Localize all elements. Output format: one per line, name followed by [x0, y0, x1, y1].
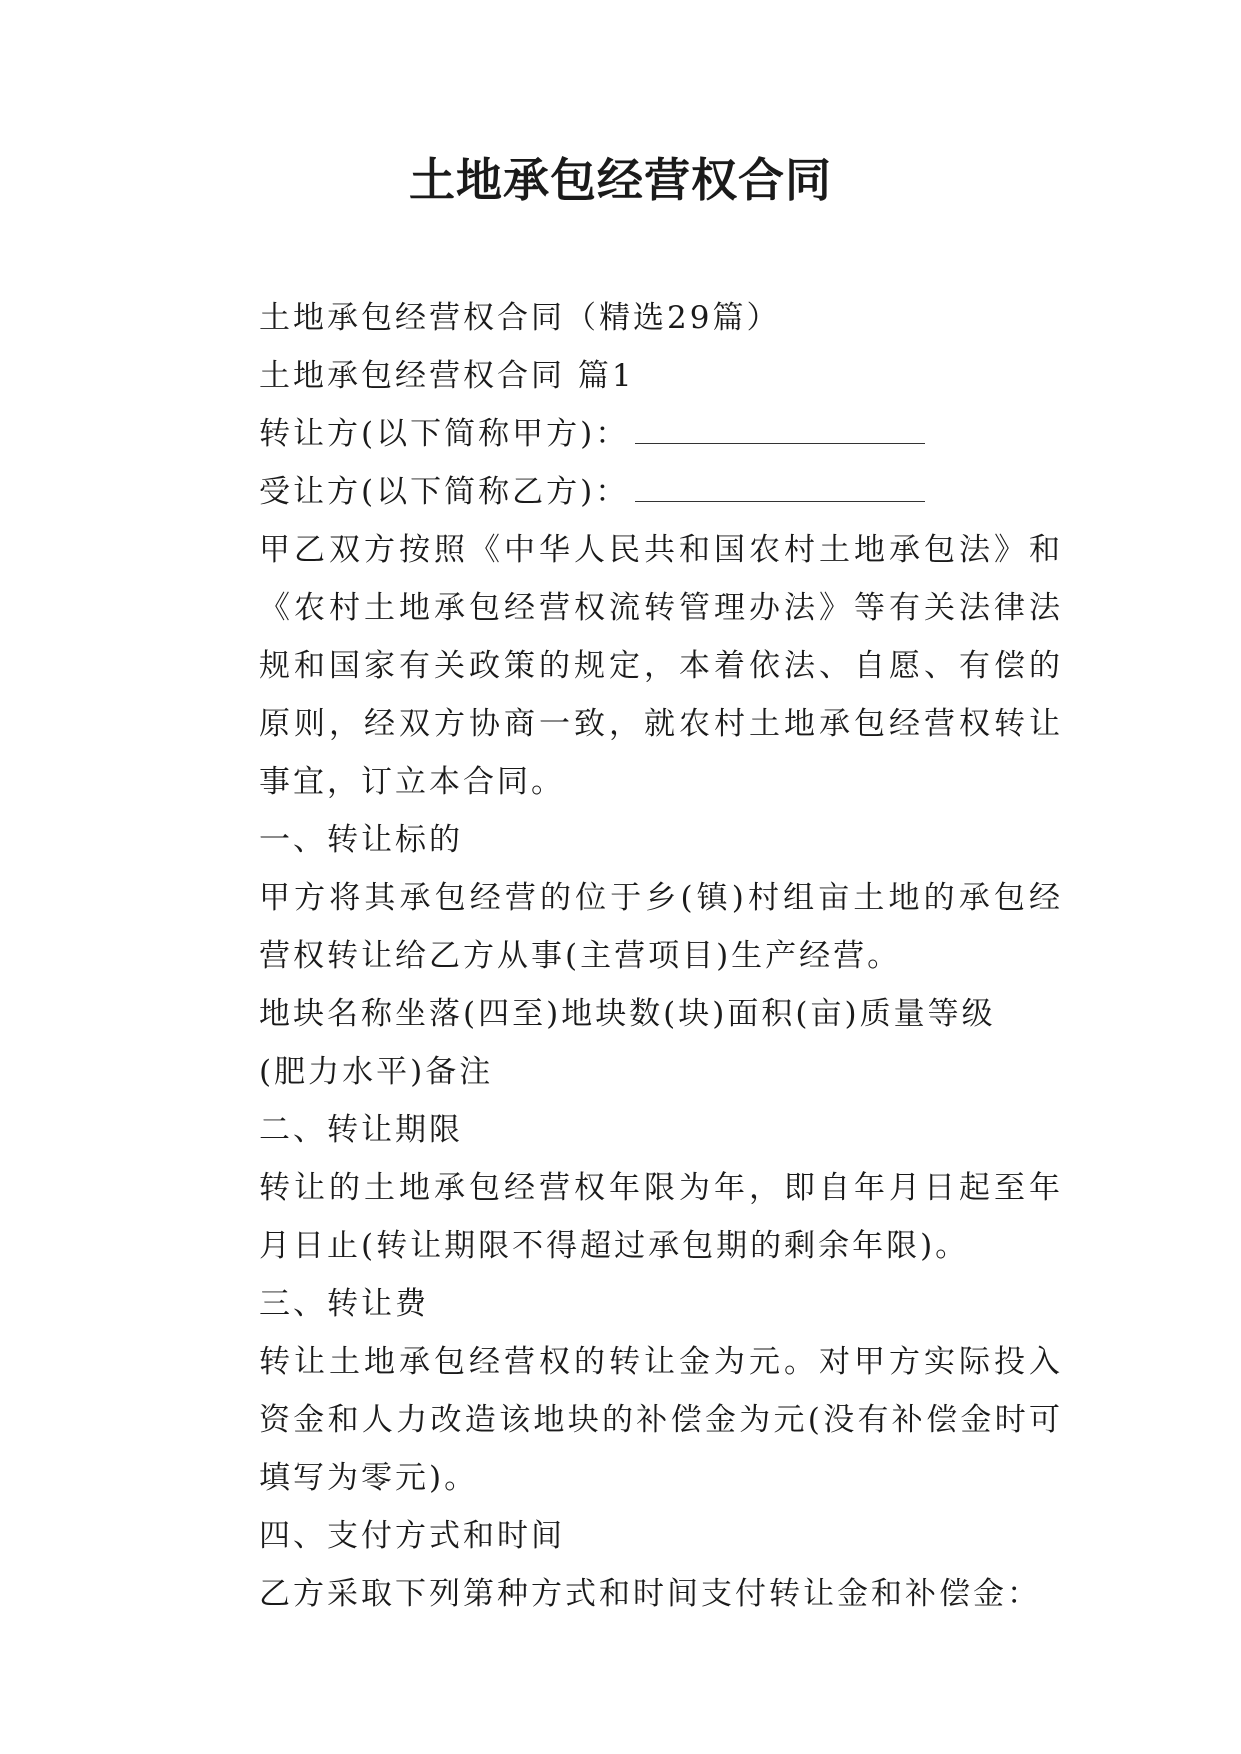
paragraph [193, 869, 1063, 985]
fill-in-blank-line [635, 409, 925, 444]
paragraph-text: 乙方采取下列第种方式和时间支付转让金和补偿金： [259, 1576, 1041, 1612]
paragraph-text: 土地承包经营权合同 篇1 [259, 358, 635, 394]
paragraph [193, 1101, 1063, 1159]
paragraph [193, 1565, 1063, 1623]
paragraph [193, 405, 1063, 463]
paragraph [193, 1043, 1063, 1101]
paragraph [193, 1333, 1063, 1507]
paragraph-text: 转让方(以下简称甲方)： [259, 416, 630, 452]
paragraph-text: 二、转让期限 [259, 1112, 463, 1148]
paragraph [193, 811, 1063, 869]
paragraph-text: 转让土地承包经营权的转让金为元。对甲方实际投入资金和人力改造该地块的补偿金为元(没有补偿金时可填写为零元)。 [259, 1344, 1063, 1496]
fill-in-blank-line [635, 467, 925, 502]
document-title: 土地承包经营权合同 [409, 153, 832, 207]
paragraph [193, 985, 1063, 1043]
paragraph-text: 地块名称坐落(四至)地块数(块)面积(亩)质量等级 [259, 996, 996, 1032]
paragraph [193, 289, 1063, 347]
paragraph-text: 四、支付方式和时间 [259, 1518, 565, 1554]
paragraph-text: 三、转让费 [259, 1286, 429, 1322]
paragraph [193, 463, 1063, 521]
paragraph [193, 521, 1063, 811]
paragraph-text: 土地承包经营权合同（精选29篇） [259, 300, 781, 336]
paragraph-text: 一、转让标的 [259, 822, 463, 858]
paragraph [193, 347, 1063, 405]
paragraph [193, 1159, 1063, 1275]
paragraph-text: 甲乙双方按照《中华人民共和国农村土地承包法》和《农村土地承包经营权流转管理办法》等有关法律法规和国家有关政策的规定，本着依法、自愿、有偿的原则，经双方协商一致，就农村土地承包经营权转让事宜，订立本合同。 [259, 532, 1063, 800]
paragraph-text: 受让方(以下简称乙方)： [259, 474, 630, 510]
paragraph-text: 转让的土地承包经营权年限为年，即自年月日起至年月日止(转让期限不得超过承包期的剩余年限)。 [259, 1170, 1063, 1264]
paragraph-text: (肥力水平)备注 [259, 1054, 494, 1090]
document-body [193, 289, 1063, 1623]
paragraph-text: 甲方将其承包经营的位于乡(镇)村组亩土地的承包经营权转让给乙方从事(主营项目)生产经营。 [259, 880, 1063, 974]
paragraph [193, 1275, 1063, 1333]
paragraph [193, 1507, 1063, 1565]
